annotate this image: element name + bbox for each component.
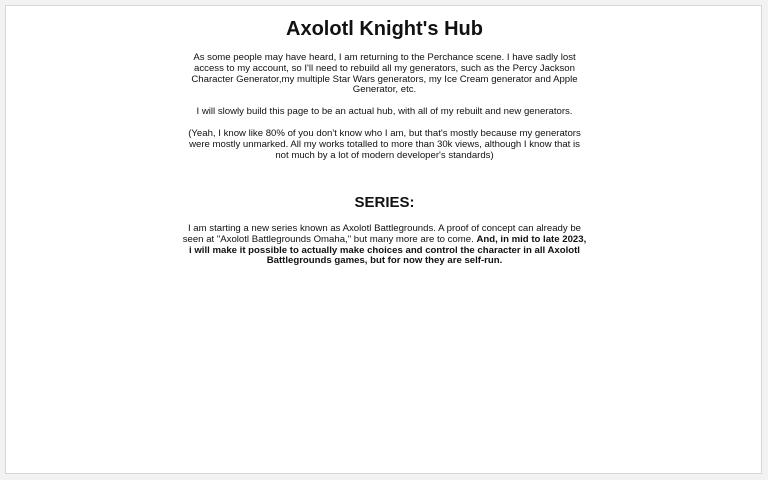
page-title: Axolotl Knight's Hub [286,18,483,40]
series-bold-text: And, in mid to late 2023, i will make it possible to actually make choices and control the character in all Axolotl Battlegrounds games, but for now they are self-run. [189,233,587,267]
series-text: I am starting a new series known as Axolotl Battlegrounds. A proof of concept can already be seen at "Axolotl Battlegrounds Omaha," but many more are to come. [182,223,582,245]
series-paragraph [182,224,587,267]
hub-paragraph: I will slowly build this page to be an actual hub, with all of my rebuilt and new generators. [196,106,573,117]
series-heading: SERIES: [354,194,415,211]
intro-paragraph: As some people may have heard, I am returning to the Perchance scene. I have sadly lost access to my account, so I'll need to rebuild all my generators, such as the Percy Jackson Character Generator,my multiple Star Wars generators, my Ice Cream generator and Apple Generator, etc. [191,52,578,96]
page-frame [5,5,762,474]
aside-paragraph: (Yeah, I know like 80% of you don't know who I am, but that's mostly because my generators were mostly unmarked. All my works totalled to more than 30k views, although I know that is not much by a lot of modern developer's standards) [188,128,581,161]
